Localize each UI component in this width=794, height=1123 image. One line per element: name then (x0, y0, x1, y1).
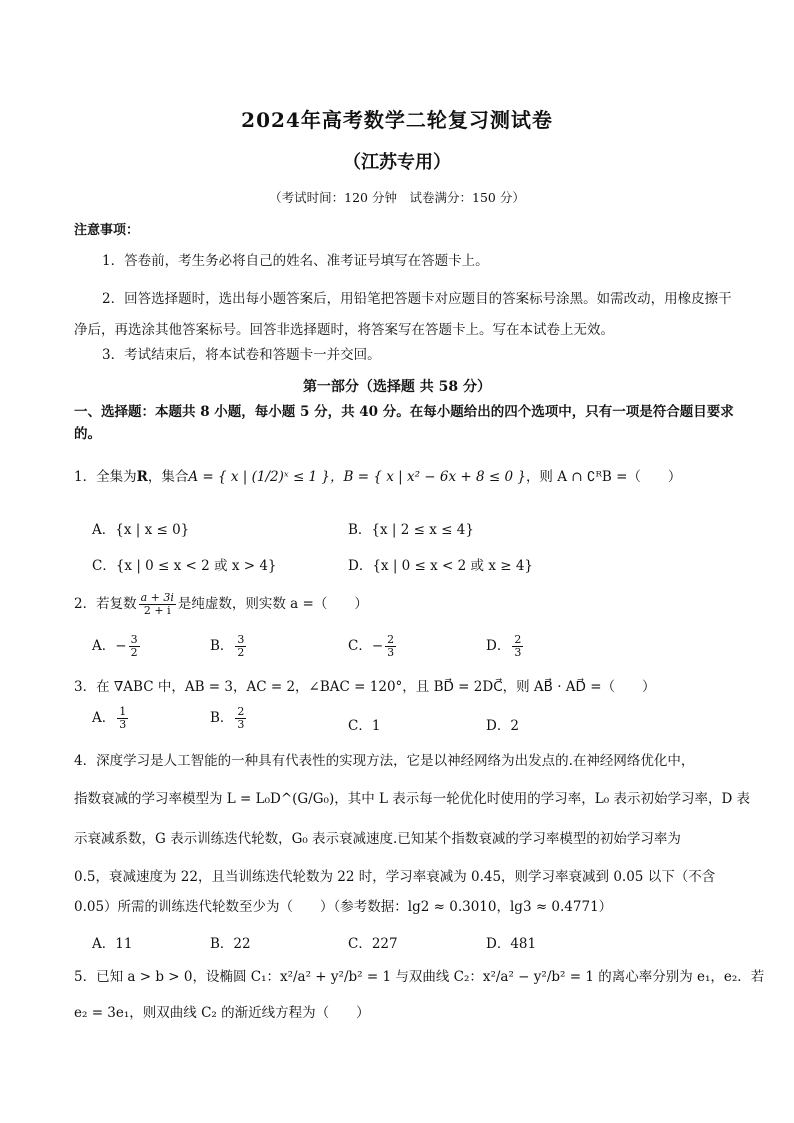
notice-item-1: 1．答卷前，考生务必将自己的姓名、准考证号填写在答题卡上。 (102, 253, 489, 269)
q2-stem-a: 2．若复数 (74, 596, 137, 613)
notice-heading: 注意事项： (74, 223, 140, 238)
q2-option-c: C．− $\frac{2}{3}$ (348, 633, 395, 660)
q1-stem-a: 1．全集为 (74, 469, 137, 485)
q1-option-a: A．{x | x ≤ 0} (92, 522, 190, 538)
q4-option-c: C．227 (348, 936, 398, 952)
q2-stem-b: 是纯虚数，则实数 a =（ ） (177, 596, 368, 613)
q1-option-d: D．{x | 0 ≤ x < 2 或 x ≥ 4} (348, 558, 534, 574)
question-1-stem (74, 468, 734, 486)
q4-option-b: B．22 (210, 936, 251, 952)
q1-option-b: B．{x | 2 ≤ x ≤ 4} (348, 522, 474, 538)
question-4-line-1: 4．深度学习是人工智能的一种具有代表性的实现方法，它是以神经网络为出发点的.在神经网络优化中， (74, 753, 695, 769)
question-4-line-3: 示衰减系数，G 表示训练迭代轮数，G₀ 表示衰减速度.已知某个指数衰减的学习率模型的初始学习率为 (74, 831, 681, 847)
q1-stem-c: ，则 A ∩ ∁ᴿB =（ ） (525, 469, 682, 485)
question-2-stem (74, 592, 734, 617)
question-4-line-5: 0.05）所需的训练迭代轮数至少为（ ）（参考数据：lg2 ≈ 0.3010，lg3 ≈ 0.4771） (74, 899, 613, 915)
q1-stem-r: R (136, 469, 148, 485)
q3-option-b: B． $\frac{2}{3}$ (210, 705, 245, 732)
exam-info: （考试时间：120 分钟 试卷满分：150 分） (269, 190, 525, 205)
question-4-line-2: 指数衰减的学习率模型为 L = L₀D^(G/G₀)，其中 L 表示每一轮优化时使用的学习率，L₀ 表示初始学习率，D 表 (74, 791, 751, 807)
part-heading: 第一部分（选择题 共 58 分） (302, 379, 492, 395)
q2-option-b: B． $\frac{3}{2}$ (210, 633, 245, 660)
q2-frac-den: 2 + i (143, 604, 171, 618)
page-title: 2024年高考数学二轮复习测试卷 (241, 108, 553, 132)
q2-option-d: D． $\frac{2}{3}$ (486, 633, 522, 660)
question-4-line-4: 0.5，衰减速度为 22，且当训练迭代轮数为 22 时，学习率衰减为 0.45，则学习率衰减到 0.05 以下（不含 (74, 869, 716, 885)
q2-option-a: A．− $\frac{3}{2}$ (92, 633, 138, 660)
section-intro: 一、选择题：本题共 8 小题，每小题 5 分，共 40 分。在每小题给出的四个选项中，只有一项是符合题目要求的。 (74, 404, 734, 442)
q3-option-d: D．2 (486, 718, 519, 734)
notice-item-3: 3．考试结束后，将本试卷和答题卡一并交回。 (102, 347, 381, 363)
q1-set-a: A = { x | (1/2)ˣ ≤ 1 } (188, 469, 331, 485)
question-5-line-1: 5．已知 a > b > 0，设椭圆 C₁：x²/a² + y²/b² = 1 与双曲线 C₂：x²/a² − y²/b² = 1 的离心率分别为 e₁，e₂．若 (74, 969, 765, 985)
q4-option-d: D．481 (486, 936, 537, 952)
q1-option-c: C．{x | 0 ≤ x < 2 或 x > 4} (92, 558, 277, 574)
notice-item-2: 2．回答选择题时，选出每小题答案后，用铅笔把答题卡对应题目的答案标号涂黑。如需改动，用橡皮擦干净后，再选涂其他答案标号。回答非选择题时，将答案写在答题卡上。写在本试卷上无效。 (74, 291, 732, 339)
q1-stem-b: ，集合 (147, 469, 189, 485)
q2-frac-num: a + 3i (140, 591, 174, 604)
page-subtitle: （江苏专用） (343, 152, 451, 173)
q3-option-a: A． $\frac{1}{3}$ (92, 705, 127, 732)
question-5-line-2: e₂ = 3e₁，则双曲线 C₂ 的渐近线方程为（ ） (74, 1005, 370, 1021)
q3-option-c: C．1 (348, 718, 381, 734)
q1-set-b: ，B = { x | x² − 6x + 8 ≤ 0 } (330, 469, 526, 485)
question-3-stem: 3．在 ∇ABC 中，AB = 3，AC = 2，∠BAC = 120°，且 BD⃗ = 2DC⃗，则 AB⃗ · AD⃗ =（ ） (74, 679, 656, 695)
q4-option-a: A．11 (92, 936, 133, 952)
q2-fraction (139, 592, 176, 617)
